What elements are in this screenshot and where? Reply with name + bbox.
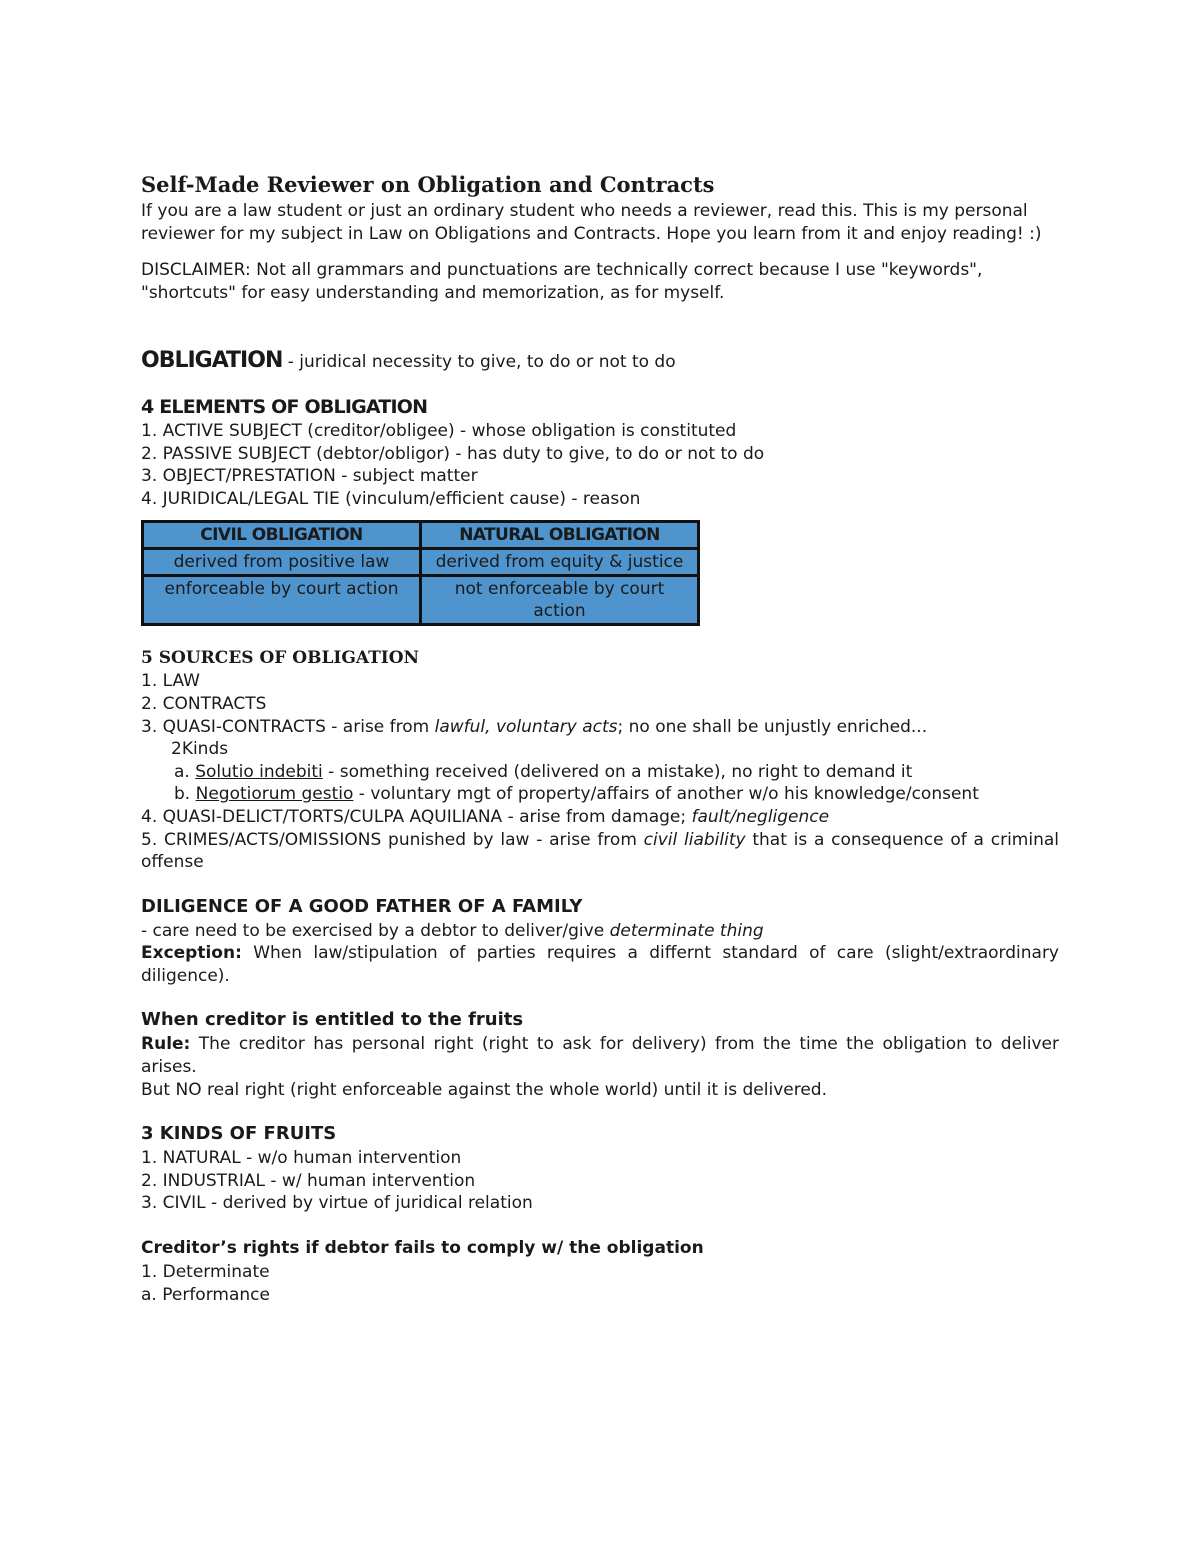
list-item: 3. CIVIL - derived by virtue of juridical relation <box>141 1193 533 1214</box>
list-item <box>141 761 1059 784</box>
obligation-comparison-table <box>141 520 700 626</box>
list-item <box>141 716 1059 739</box>
fruits-rule-heading: When creditor is entitled to the fruits <box>141 1009 524 1031</box>
list-item <box>141 783 1059 806</box>
list-item <box>141 806 1059 829</box>
fruits-rule-paragraph <box>141 1033 1059 1078</box>
fruits-rule-line: But NO real right (right enforceable against the whole world) until it is delivered. <box>141 1079 827 1100</box>
list-item: 1. LAW <box>141 671 200 692</box>
creditor-rights-list <box>141 1261 1059 1306</box>
list-item: 3. OBJECT/PRESTATION - subject matter <box>141 466 478 487</box>
fruits-kinds-heading: 3 KINDS OF FRUITS <box>141 1123 337 1145</box>
table-header-natural: NATURAL OBLIGATION <box>421 522 699 549</box>
rule-text: The creditor has personal right (right to ask for delivery) from the time the obligation to deliver arises. <box>141 1034 1059 1078</box>
disclaimer-paragraph: DISCLAIMER: Not all grammars and punctuations are technically correct because I use "keywords", "shortcuts" for easy understanding and memorization, as for myself. <box>141 260 983 303</box>
list-item-text: that is a consequence of a criminal offense <box>141 829 1059 873</box>
kinds-label: 2Kinds <box>171 739 229 760</box>
creditor-rights-heading: Creditor’s rights if debtor fails to comply w/ the obligation <box>141 1238 704 1259</box>
sources-list <box>141 670 1059 873</box>
exception-text: When law/stipulation of parties requires a differnt standard of care (slight/extraordinary diligence). <box>141 943 1059 986</box>
list-item-text: - something received (delivered on a mistake), no right to demand it <box>322 761 913 782</box>
elements-list <box>141 420 1059 510</box>
list-item: 2. PASSIVE SUBJECT (debtor/obligor) - has duty to give, to do or not to do <box>141 443 765 464</box>
sources-heading: 5 SOURCES OF OBLIGATION <box>141 648 420 669</box>
diligence-definition <box>141 920 1059 943</box>
list-item: 4. JURIDICAL/LEGAL TIE (vinculum/efficient cause) - reason <box>141 488 641 509</box>
diligence-exception <box>141 942 1059 987</box>
table-cell: enforceable by court action <box>143 576 421 625</box>
rule-label: Rule: <box>141 1034 191 1055</box>
list-item: 2. INDUSTRIAL - w/ human intervention <box>141 1170 476 1191</box>
diligence-emphasis: determinate thing <box>609 920 764 941</box>
list-item-emphasis: lawful, voluntary acts <box>434 716 618 737</box>
table-header-civil: CIVIL OBLIGATION <box>143 522 421 549</box>
table-cell: derived from equity & justice <box>421 549 699 576</box>
obligation-definition-text: - juridical necessity to give, to do or not to do <box>282 352 676 373</box>
list-item-text: 4. QUASI-DELICT/TORTS/CULPA AQUILIANA - arise from damage; <box>141 806 692 827</box>
list-item-text: 5. CRIMES/ACTS/OMISSIONS punished by law - arise from <box>141 829 644 850</box>
list-item-text: b. <box>174 784 196 805</box>
diligence-text: - care need to be exercised by a debtor to deliver/give <box>141 920 610 941</box>
list-item-term: Negotiorum gestio <box>195 784 354 805</box>
list-item-emphasis: civil liability <box>643 829 746 850</box>
table-header-row <box>143 522 699 549</box>
table-row <box>143 549 699 576</box>
diligence-heading: DILIGENCE OF A GOOD FATHER OF A FAMILY <box>141 895 583 917</box>
fruits-kinds-list <box>141 1147 1059 1215</box>
exception-label: Exception: <box>141 943 242 964</box>
list-item-text: - voluntary mgt of property/affairs of another w/o his knowledge/consent <box>353 784 979 805</box>
elements-heading: 4 ELEMENTS OF OBLIGATION <box>141 395 428 418</box>
list-item: 1. NATURAL - w/o human intervention <box>141 1148 462 1169</box>
list-item: 1. Determinate <box>141 1262 270 1283</box>
intro-paragraph: If you are a law student or just an ordinary student who needs a reviewer, read this. This is my personal reviewer for my subject in Law on Obligations and Contracts. Hope you learn from it and enjoy reading! :) <box>141 201 1042 244</box>
list-item: 2. CONTRACTS <box>141 693 267 714</box>
list-item-text: ; no one shall be unjustly enriched... <box>617 716 928 737</box>
list-item <box>141 829 1059 874</box>
list-item: 1. ACTIVE SUBJECT (creditor/obligee) - whose obligation is constituted <box>141 420 737 441</box>
table-row <box>143 576 699 625</box>
document-page <box>141 170 1059 1306</box>
table-cell: not enforceable by court action <box>421 576 699 625</box>
list-item-text: 3. QUASI-CONTRACTS - arise from <box>141 716 435 737</box>
list-item-emphasis: fault/negligence <box>691 806 830 827</box>
list-item-term: Solutio indebiti <box>195 761 323 782</box>
obligation-definition <box>141 350 1059 374</box>
obligation-term: OBLIGATION <box>141 348 283 374</box>
table-cell: derived from positive law <box>143 549 421 576</box>
list-item-text: a. <box>174 761 196 782</box>
document-title: Self-Made Reviewer on Obligation and Contracts <box>141 172 715 197</box>
list-item: a. Performance <box>141 1284 270 1305</box>
